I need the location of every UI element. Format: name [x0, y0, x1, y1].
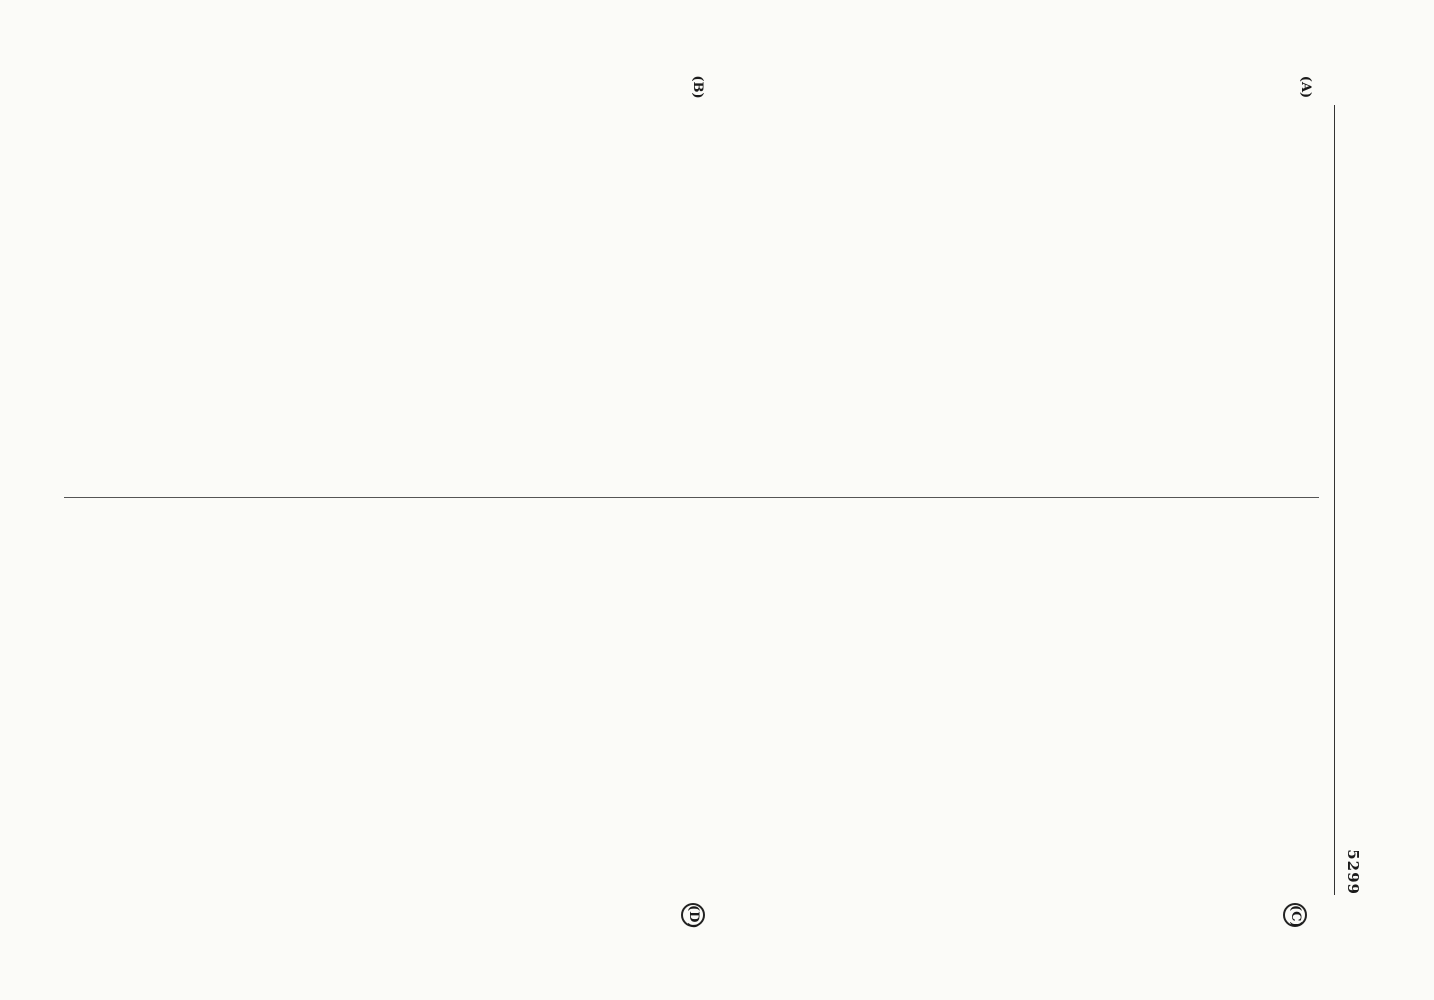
- left-column: [64, 105, 1319, 460]
- margin-mark-c: (C): [1283, 903, 1307, 927]
- margin-mark-d: (D): [681, 903, 705, 927]
- page-header: [1337, 105, 1369, 895]
- column-divider: [64, 497, 1319, 498]
- margin-mark-a: (A): [1298, 75, 1313, 99]
- margin-mark-b: (B): [690, 75, 705, 99]
- header-rule: [1334, 105, 1335, 895]
- page-number: 5299: [1344, 849, 1362, 895]
- right-column: [64, 538, 1319, 893]
